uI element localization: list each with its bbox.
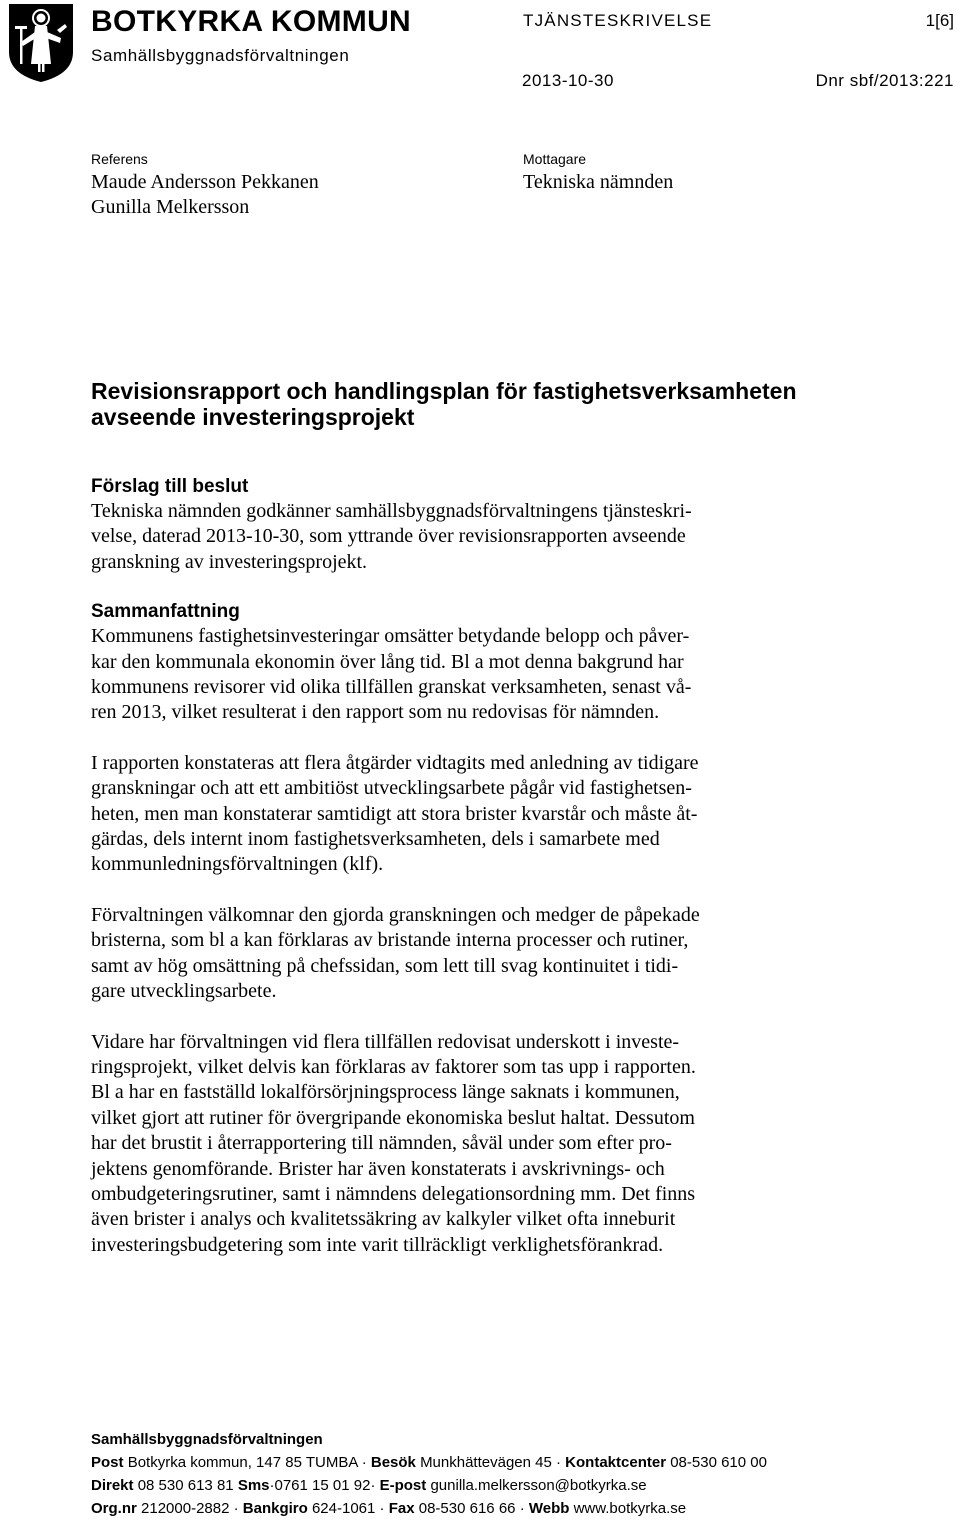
footer-web-value: www.botkyrka.se [573,1500,687,1517]
separator-dot: · [519,1500,525,1517]
document-body [91,475,951,1258]
footer-sms-value: 0761 15 01 92 [274,1477,371,1494]
summary-paragraph-2 [91,751,951,878]
text-line: kommunledningsförvaltningen (klf). [91,853,384,876]
text-line: investeringsbudgetering som inte varit tillräckligt verklighetsförankrad. [91,1233,664,1256]
proposal-heading: Förslag till beslut [91,476,249,497]
text-line: granskning av investeringsprojekt. [91,550,368,573]
footer-email-value: gunilla.melkersson@botkyrka.se [430,1477,647,1494]
page-footer [91,1428,960,1520]
text-line: kar den kommunala ekonomin över lång tid. Bl a mot denna bakgrund har [91,650,684,673]
page-number: 1[6] [925,11,954,30]
footer-orgnr-value: 212000-2882 [141,1500,230,1517]
footer-line-direct [91,1474,960,1497]
document-title [91,378,951,430]
text-line: kommunens revisorer vid olika tillfällen granskat verksamheten, senast vå- [91,676,692,699]
footer-bankgiro-value: 624-1061 [311,1500,376,1517]
document-reference-number: Dnr sbf/2013:221 [815,71,954,90]
document-date: 2013-10-30 [522,71,614,90]
footer-post-value: Botkyrka kommun, 147 85 TUMBA [127,1454,358,1471]
separator-dot: · [361,1454,367,1471]
title-line: Revisionsrapport och handlingsplan för fastighetsverksamheten [91,378,797,404]
text-line: vilket gjort att rutiner för övergripande ekonomiska beslut haltat. Dessutom [91,1106,695,1129]
text-line: även brister i analys och kvalitetssäkring av kalkyler vilket ofta inneburit [91,1208,676,1231]
footer-visit-label: Besök [370,1454,416,1471]
footer-line-org [91,1497,960,1520]
recipient-name: Tekniska nämnden [523,171,674,193]
footer-visit-value: Munkhättevägen 45 [420,1454,552,1471]
summary-paragraph-1 [91,624,951,726]
text-line: I rapporten konstateras att flera åtgärder vidtagits med anledning av tidigare [91,751,699,774]
text-line: ombudgeteringsrutiner, samt i nämndens delegationsordning mm. Det finns [91,1182,696,1205]
text-line: Bl a har en fastställd lokalförsörjningsprocess länge saknats i kommunen, [91,1081,680,1104]
text-line: Kommunens fastighetsinvesteringar omsätter betydande belopp och påver- [91,625,690,648]
text-line: Vidare har förvaltningen vid flera tillfällen redovisat underskott i investe- [91,1030,680,1053]
text-line: velse, daterad 2013-10-30, som yttrande över revisionsrapporten avseende [91,525,686,548]
footer-line-address [91,1451,960,1474]
text-line: Tekniska nämnden godkänner samhällsbyggnadsförvaltningens tjänsteskri- [91,500,692,522]
text-line: ringsprojekt, vilket delvis kan förklaras av faktorer som tas upp i rapporten. [91,1055,696,1078]
summary-paragraph-4 [91,1030,951,1259]
reference-name: Maude Andersson Pekkanen [91,171,319,193]
organization-department: Samhällsbyggnadsförvaltningen [91,46,350,65]
text-line: heten, men man konstaterar samtidigt att stora brister kvarstår och måste åt- [91,802,698,825]
separator-dot: · [269,1477,275,1494]
separator-dot: · [556,1454,561,1471]
proposal-paragraph [91,499,951,575]
footer-direct-label: Direkt [91,1477,134,1494]
summary-heading: Sammanfattning [91,601,240,623]
document-type: TJÄNSTESKRIVELSE [523,11,713,30]
footer-post-label: Post [91,1454,124,1471]
footer-email-label: E-post [379,1477,427,1494]
organization-name: BOTKYRKA KOMMUN [91,5,412,38]
separator-dot: · [379,1500,385,1517]
separator-dot: · [370,1477,376,1494]
text-line: samt av hög omsättning på chefssidan, som lett till svag kontinuitet i tidi- [91,954,679,977]
footer-web-label: Webb [528,1500,570,1517]
footer-department: Samhällsbyggnadsförvaltningen [91,1431,323,1448]
text-line: har det brustit i återrapportering till nämnden, såväl under som efter pro- [91,1132,672,1155]
footer-sms-label: Sms [237,1477,270,1494]
text-line: gärdas, dels internt inom fastighetsverksamheten, dels i samarbete med [91,828,660,851]
reference-name: Gunilla Melkersson [91,196,250,218]
text-line: Förvaltningen välkomnar den gjorda granskningen och medger de påpekade [91,903,700,926]
text-line: ren 2013, vilket resulterat i den rapport som nu redovisas för nämnden. [91,701,660,724]
footer-direct-value: 08 530 613 81 [137,1477,234,1494]
footer-fax-value: 08-530 616 66 [418,1500,516,1517]
footer-orgnr-label: Org.nr [91,1500,137,1517]
title-line: avseende investeringsprojekt [91,404,415,430]
footer-fax-label: Fax [388,1500,415,1517]
footer-bankgiro-label: Bankgiro [242,1500,308,1517]
reference-label: Referens [91,151,148,167]
footer-contact-value: 08-530 610 00 [670,1454,767,1471]
municipality-crest-logo [5,2,77,84]
text-line: bristerna, som bl a kan förklaras av bristande interna processer och rutiner, [91,929,689,952]
recipient-label: Mottagare [523,151,587,167]
text-line: gare utvecklingsarbete. [91,980,277,1003]
separator-dot: · [233,1500,239,1517]
reference-names [91,170,319,220]
text-line: granskningar och att ett ambitiöst utvecklingsarbete pågår vid fastighetsen- [91,777,692,800]
summary-paragraph-3 [91,903,951,1005]
footer-contact-label: Kontaktcenter [565,1454,667,1471]
text-line: jektens genomförande. Brister har även konstaterats i avskrivnings- och [91,1157,665,1180]
